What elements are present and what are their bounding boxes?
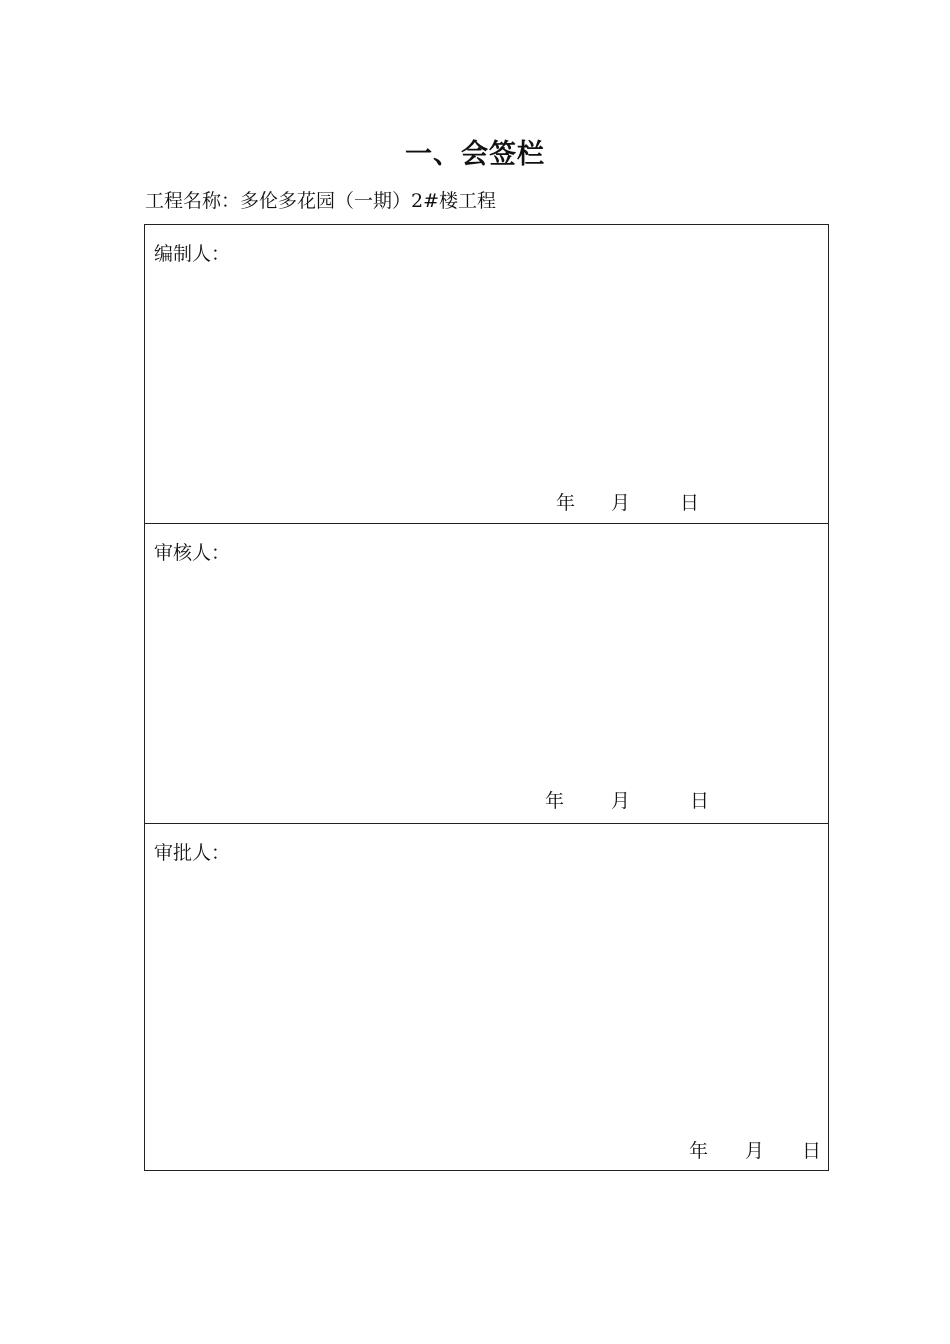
page-title: 一、会签栏: [405, 139, 545, 170]
reviewer-label: 审核人：: [154, 542, 231, 564]
date-day: 日: [690, 790, 710, 812]
date-year: 年: [689, 1140, 709, 1162]
date-month: 月: [611, 790, 631, 812]
signature-table: [144, 224, 829, 1171]
date-day: 日: [802, 1140, 822, 1162]
signature-cell-approver: [145, 824, 828, 1170]
date-day: 日: [680, 492, 700, 514]
signature-cell-reviewer: [145, 524, 828, 824]
date-month: 月: [611, 492, 631, 514]
date-year: 年: [556, 492, 576, 514]
compiler-label: 编制人：: [154, 243, 231, 265]
approver-label: 审批人：: [154, 842, 231, 864]
date-year: 年: [545, 790, 565, 812]
signature-cell-compiler: [145, 225, 828, 524]
date-month: 月: [745, 1140, 765, 1162]
project-name: 工程名称：多伦多花园（一期）2#楼工程: [145, 190, 497, 212]
